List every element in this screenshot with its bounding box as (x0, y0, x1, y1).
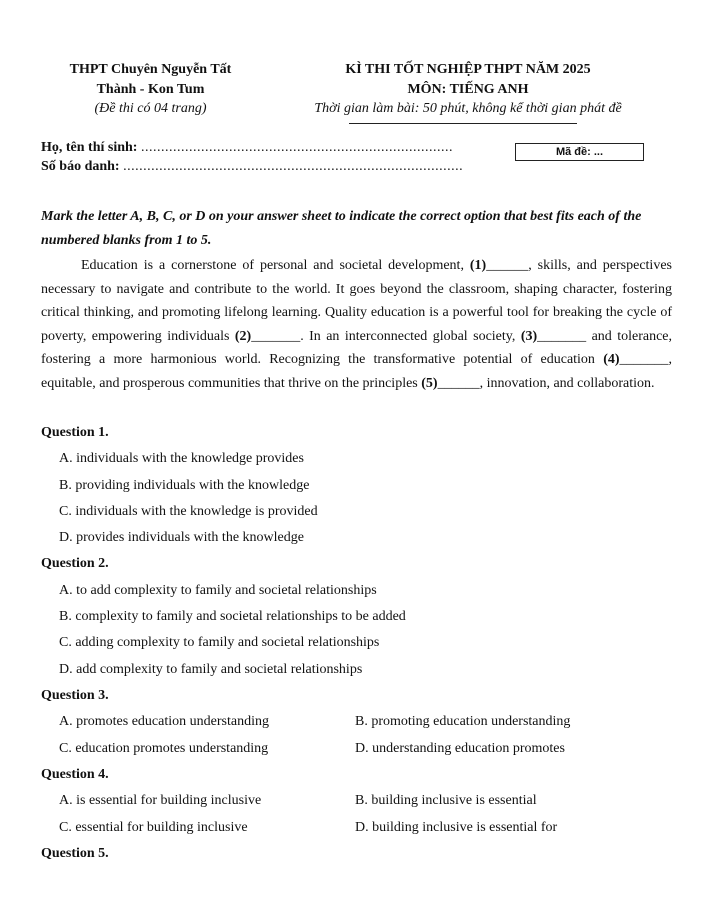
candidate-id-dots: ..................................................................................... (123, 159, 464, 174)
question-3-option-b[interactable]: B. promoting education understanding (355, 714, 571, 729)
question-4-option-c[interactable]: C. essential for building inclusive (59, 820, 248, 835)
blank-4: _______ (619, 352, 669, 367)
blank-1: ______ (486, 258, 529, 273)
question-4-option-d[interactable]: D. building inclusive is essential for (355, 820, 558, 835)
reading-passage (41, 254, 672, 395)
subject-title: MÔN: TIẾNG ANH (407, 82, 529, 97)
passage-text-2: , skills, and perspectives necessary to navigate and contribute to the world. It goes beyond the classroom, shaping character, fostering critical thinking, and promoting lifelong learning. Quality education is a powerful tool for breaking the cycle of poverty, empowering individuals (41, 258, 672, 344)
blank-number-3: (3) (520, 328, 538, 344)
blank-2: _______ (251, 328, 301, 344)
exam-code-box: Mã đề: ... (515, 143, 644, 161)
question-2-option-c[interactable]: C. adding complexity to family and societal relationships (59, 635, 380, 650)
question-1-option-b[interactable]: B. providing individuals with the knowledge (59, 478, 310, 493)
header-underline (349, 123, 577, 124)
blank-3: _______ (537, 328, 587, 344)
candidate-name-dots: .............................................................................. (140, 140, 453, 155)
question-3-title: Question 3. (41, 688, 109, 703)
question-2-option-d[interactable]: D. add complexity to family and societal relationships (59, 662, 363, 677)
school-name-line2: Thành - Kon Tum (96, 82, 205, 97)
time-note: Thời gian làm bài: 50 phút, không kể thời gian phát đề (314, 101, 622, 116)
question-2-title: Question 2. (41, 556, 109, 571)
question-3-option-a[interactable]: A. promotes education understanding (59, 714, 269, 729)
pages-note: (Đề thi có 04 trang) (94, 101, 207, 116)
candidate-id-label: Số báo danh: (41, 159, 120, 174)
blank-number-5: (5) (421, 375, 438, 391)
question-2-option-a[interactable]: A. to add complexity to family and societal relationships (59, 583, 377, 598)
question-4-title: Question 4. (41, 767, 109, 782)
question-3-option-c[interactable]: C. education promotes understanding (59, 741, 269, 756)
question-1-title: Question 1. (41, 425, 109, 440)
question-1-option-c[interactable]: C. individuals with the knowledge is provided (59, 504, 318, 519)
question-5-title: Question 5. (41, 846, 109, 861)
question-1-option-a[interactable]: A. individuals with the knowledge provides (59, 451, 304, 466)
blank-5: ______ (437, 375, 480, 391)
school-name-line1: THPT Chuyên Nguyễn Tất (69, 62, 232, 77)
question-2-option-b[interactable]: B. complexity to family and societal relationships to be added (59, 609, 406, 624)
blank-number-4: (4) (603, 352, 620, 367)
candidate-name-label: Họ, tên thí sinh: (41, 140, 138, 155)
blank-number-1: (1) (469, 258, 487, 273)
question-1-option-d[interactable]: D. provides individuals with the knowledge (59, 530, 304, 545)
exam-title: KÌ THI TỐT NGHIỆP THPT NĂM 2025 (345, 62, 591, 77)
question-4-option-a[interactable]: A. is essential for building inclusive (59, 793, 262, 808)
question-3-option-d[interactable]: D. understanding education promotes (355, 741, 565, 756)
passage-text-3: . In an interconnected global society, (300, 328, 516, 344)
passage-text-4: and tolerance, fostering a more harmonious world. Recognizing the transformative potential of education (41, 328, 673, 367)
passage-text-5: , equitable, and prosperous communities that thrive on the principles (41, 352, 673, 391)
passage-text-6: , innovation, and collaboration. (479, 375, 655, 391)
passage-text-1: Education is a cornerstone of personal and societal development, (81, 258, 464, 273)
blank-number-2: (2) (234, 328, 252, 344)
candidate-id-field (41, 159, 463, 175)
question-4-option-b[interactable]: B. building inclusive is essential (355, 793, 537, 808)
candidate-name-field (41, 140, 453, 156)
section-instruction: Mark the letter A, B, C, or D on your answer sheet to indicate the correct option that best fits each of the numbered blanks from 1 to 5. (41, 209, 642, 248)
